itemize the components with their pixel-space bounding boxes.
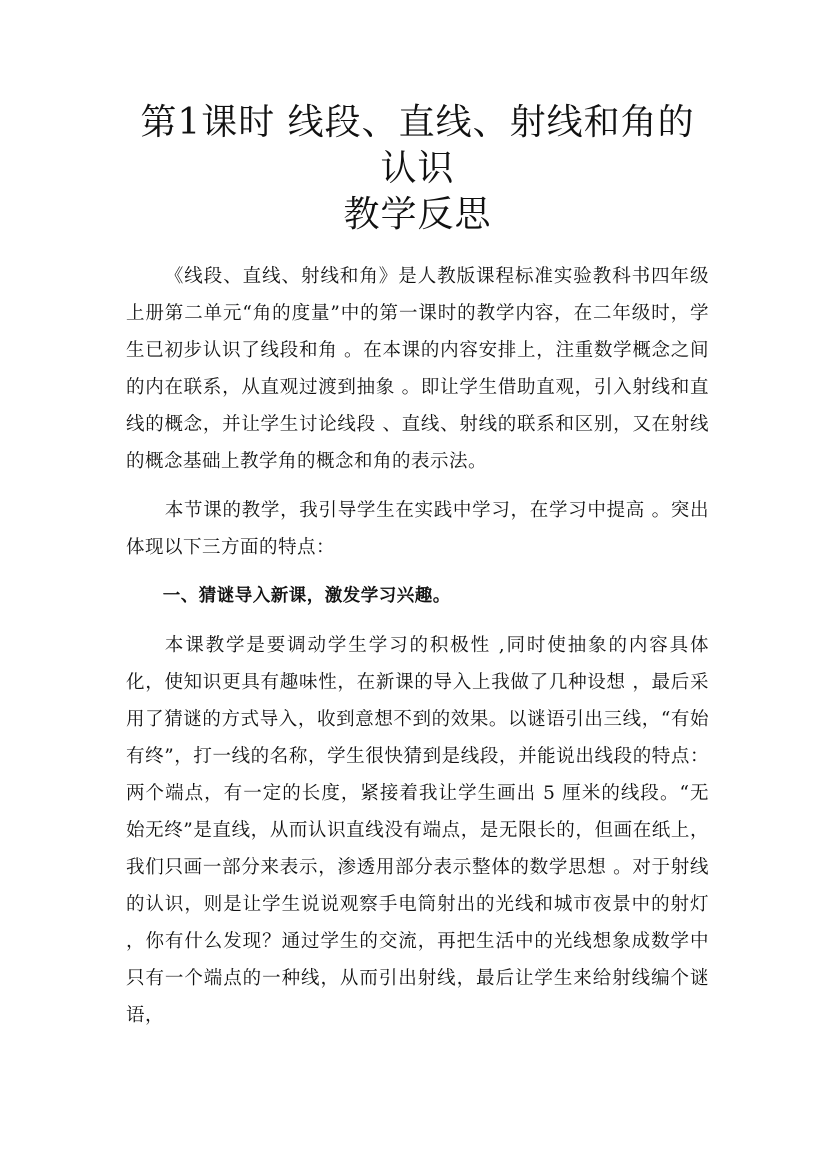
title-line-2: 教学反思 bbox=[343, 194, 492, 235]
paragraph-riddle: 本课教学是要调动学生学习的积极性 ,同时使抽象的内容具体化，使知识更具有趣味性，在新课的导入上我做了几种设想 ，最后采用了猜谜的方式导入，收到意想不到的效果。以谜语引出三线，“有始有终”，打一线的名称，学生很快猜到是线段，并能说出线段的特点：两个端点，有一定的长度，紧接着我让学生画出 5 厘米的线段。“无始无终”是直线，从而认识直线没有端点，是无限长的，但画在纸上，我们只画一部分来表示，渗透用部分表示整体的数学思想 。对于射线的认识，则是让学生说说观察手电筒射出的光线和城市夜景中的射灯 ，你有什么发现？通过学生的交流，再把生活中的光线想象成数学中只有一个端点的一种线，从而引出射线，最后让学生来给射线编个谜语， bbox=[126, 635, 709, 1026]
section-heading: 一、猜谜导入新课，激发学习兴趣。 bbox=[162, 586, 451, 606]
document-body bbox=[126, 258, 709, 1034]
page-title bbox=[126, 100, 709, 238]
paragraph-intro: 《线段、直线、射线和角》是人教版课程标准实验教科书四年级上册第二单元“角的度量”中的第一课时的教学内容，在二年级时，学生已初步认识了线段和角 。在本课的内容安排上，注重数学概念之间的内在联系，从直观过渡到抽象 。即让学生借助直观，引入射线和直线的概念，并让学生讨论线段 、直线、射线的联系和区别，又在射线的概念基础上教学角的概念和角的表示法。 bbox=[126, 266, 709, 472]
title-line-1: 第1课时 线段、直线、射线和角的认识 bbox=[140, 102, 695, 189]
paragraph-features: 本节课的教学，我引导学生在实践中学习，在学习中提高 。突出体现以下三方面的特点： bbox=[126, 500, 709, 558]
